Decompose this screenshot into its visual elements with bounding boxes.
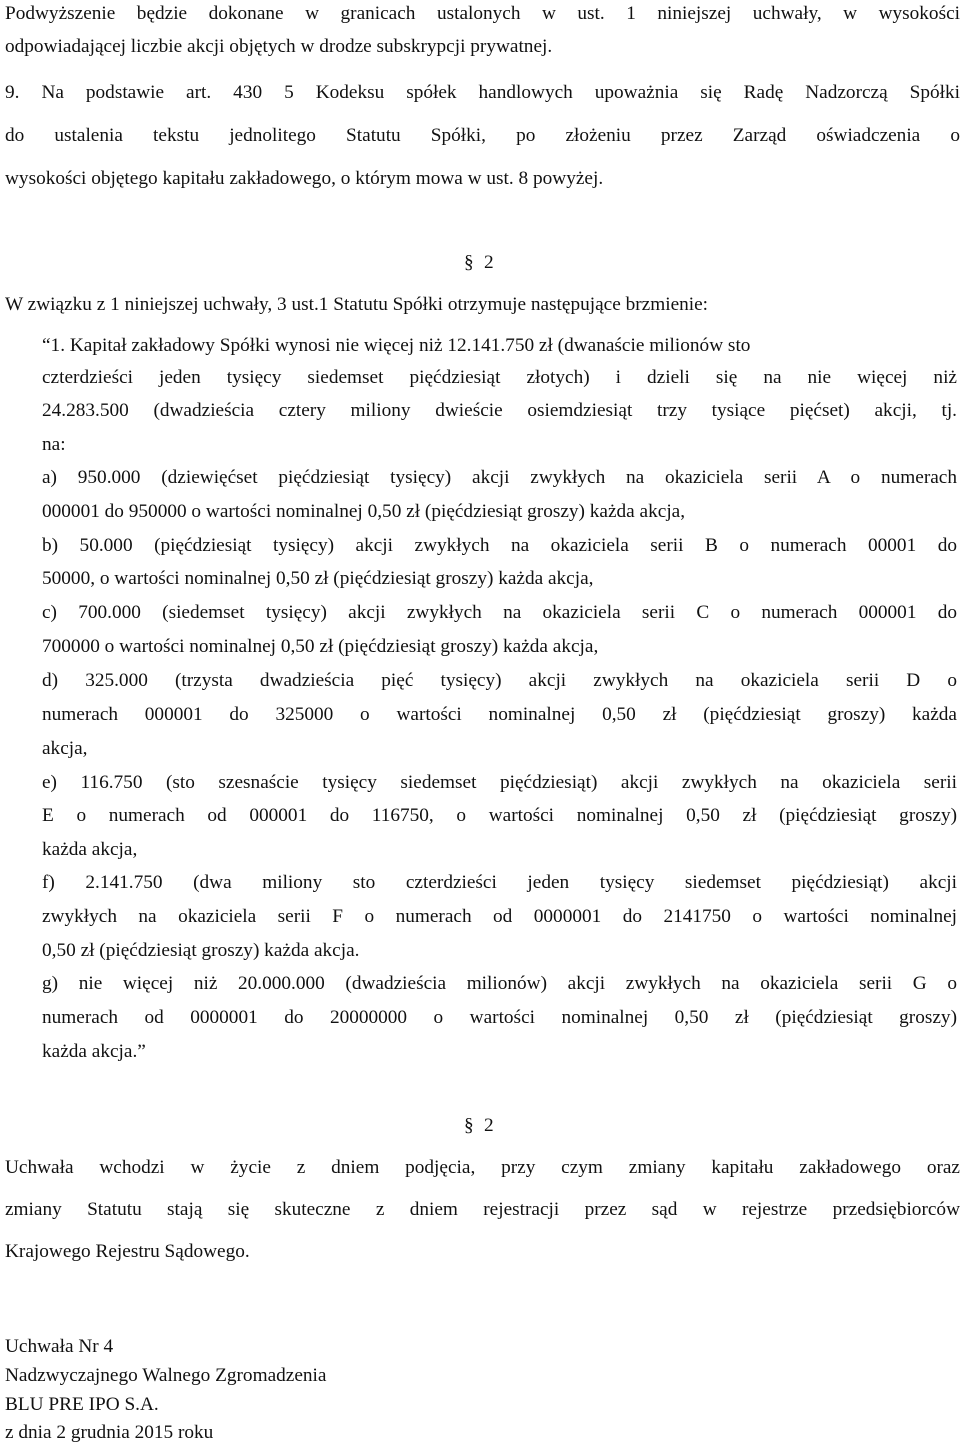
amendment-line: każda akcja.” (42, 1041, 146, 1062)
amendment-line: czterdzieści jeden tysięcy siedemset pięćdziesiąt złotych) i dzieli się na nie więcej niż (42, 367, 957, 388)
section-heading-2a (464, 251, 494, 275)
section-symbol: § (464, 252, 474, 273)
effective-line-3: Krajowego Rejestru Sądowego. (5, 1241, 250, 1262)
section-heading-2b (464, 1114, 494, 1138)
amendment-item-a: a) 950.000 (dziewięćset pięćdziesiąt tysięcy) akcji zwykłych na okaziciela serii A o numerach (42, 467, 957, 488)
section-number: 2 (484, 252, 494, 273)
amendment-line: “1. Kapitał zakładowy Spółki wynosi nie więcej niż 12.141.750 zł (dwanaście milionów sto (42, 335, 751, 356)
amendment-line: E o numerach od 000001 do 116750, o wartości nominalnej 0,50 zł (pięćdziesiąt groszy) (42, 805, 957, 826)
amendment-item-g: g) nie więcej niż 20.000.000 (dwadzieścia milionów) akcji zwykłych na okaziciela serii G o (42, 973, 957, 994)
amendment-line: 50000, o wartości nominalnej 0,50 zł (pięćdziesiąt groszy) każda akcja, (42, 568, 594, 589)
section-symbol: § (464, 1115, 474, 1136)
next-resolution-title: Uchwała Nr 4 (5, 1336, 114, 1357)
amendment-line: numerach od 0000001 do 20000000 o wartości nominalnej 0,50 zł (pięćdziesiąt groszy) (42, 1007, 957, 1028)
amendment-line: zwykłych na okaziciela serii F o numerach od 0000001 do 2141750 o wartości nominalnej (42, 906, 957, 927)
top-paragraph-line-2: odpowiadającej liczbie akcji objętych w drodze subskrypcji prywatnej. (5, 36, 553, 57)
point-9-line-3: wysokości objętego kapitału zakładowego, o którym mowa w ust. 8 powyżej. (5, 168, 604, 189)
point-9-line-1: 9. Na podstawie art. 430 5 Kodeksu spółek handlowych upoważnia się Radę Nadzorczą Spółki (5, 82, 960, 103)
amendment-line: 24.283.500 (dwadzieścia cztery miliony dwieście osiemdziesiąt trzy tysiące pięćset) akcji, tj. (42, 400, 957, 421)
effective-line-2: zmiany Statutu stają się skuteczne z dniem rejestracji przez sąd w rejestrze przedsiębiorców (5, 1199, 960, 1220)
amendment-item-c: c) 700.000 (siedemset tysięcy) akcji zwykłych na okaziciela serii C o numerach 000001 do (42, 602, 957, 623)
amendment-line: każda akcja, (42, 839, 138, 860)
amendment-line: na: (42, 434, 66, 455)
next-resolution-company: BLU PRE IPO S.A. (5, 1394, 159, 1415)
amendment-item-d: d) 325.000 (trzysta dwadzieścia pięć tysięcy) akcji zwykłych na okaziciela serii D o (42, 670, 957, 691)
amendment-line: 0,50 zł (pięćdziesiąt groszy) każda akcja. (42, 940, 360, 961)
section-number: 2 (484, 1115, 494, 1136)
amendment-line: 700000 o wartości nominalnej 0,50 zł (pięćdziesiąt groszy) każda akcja, (42, 636, 599, 657)
amendment-line: 000001 do 950000 o wartości nominalnej 0,50 zł (pięćdziesiąt groszy) każda akcja, (42, 501, 686, 522)
next-resolution-body: Nadzwyczajnego Walnego Zgromadzenia (5, 1365, 327, 1386)
next-resolution-date: z dnia 2 grudnia 2015 roku (5, 1422, 214, 1443)
amendment-item-f: f) 2.141.750 (dwa miliony sto czterdzieści jeden tysięcy siedemset pięćdziesiąt) akcji (42, 872, 957, 893)
amendment-line: numerach 000001 do 325000 o wartości nominalnej 0,50 zł (pięćdziesiąt groszy) każda (42, 704, 957, 725)
amendment-item-b: b) 50.000 (pięćdziesiąt tysięcy) akcji zwykłych na okaziciela serii B o numerach 00001 do (42, 535, 957, 556)
point-9-line-2: do ustalenia tekstu jednolitego Statutu Spółki, po złożeniu przez Zarząd oświadczenia o (5, 125, 960, 146)
amendment-item-e: e) 116.750 (sto szesnaście tysięcy siedemset pięćdziesiąt) akcji zwykłych na okaziciela serii (42, 772, 957, 793)
amendment-line: akcja, (42, 738, 88, 759)
amendment-intro: W związku z 1 niniejszej uchwały, 3 ust.1 Statutu Spółki otrzymuje następujące brzmienie: (5, 294, 709, 315)
top-paragraph-line-1: Podwyższenie będzie dokonane w granicach ustalonych w ust. 1 niniejszej uchwały, w wysokości (5, 3, 960, 24)
effective-line-1: Uchwała wchodzi w życie z dniem podjęcia, przy czym zmiany kapitału zakładowego oraz (5, 1157, 960, 1178)
